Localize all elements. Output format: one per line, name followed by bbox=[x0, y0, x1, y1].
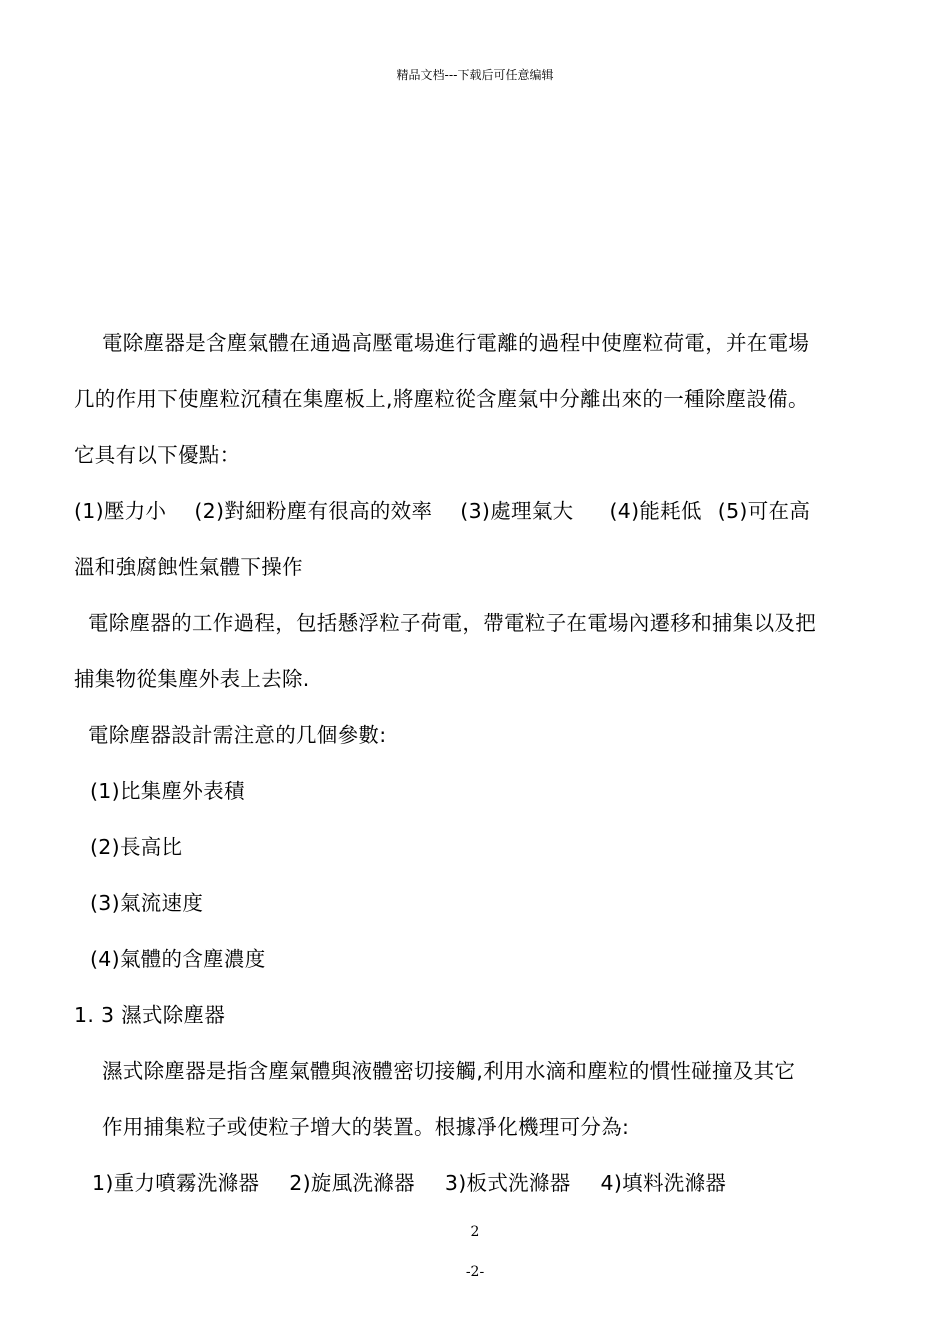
paragraph-1-line-2: 几的作用下使塵粒沉積在集塵板上,將塵粒從含塵氣中分離出來的一種除塵設備。 bbox=[74, 387, 809, 411]
scrubber-type-item: 1)重力噴霧洗滌器 bbox=[92, 1171, 260, 1195]
advantages-line-1 bbox=[74, 494, 810, 524]
paragraph-4-line-2: 作用捕集粒子或使粒子增大的裝置。根據凈化機理可分為: bbox=[102, 1115, 630, 1139]
page-number-outer: -2- bbox=[465, 1264, 485, 1280]
scrubber-types-line bbox=[92, 1166, 726, 1196]
paragraph-3: 電除塵器設計需注意的几個參數: bbox=[88, 723, 387, 747]
advantage-item: (5)可在高 bbox=[717, 499, 811, 523]
advantage-item: (3)處理氣大 bbox=[460, 499, 574, 523]
section-heading: 1. 3 濕式除塵器 bbox=[74, 1003, 226, 1027]
page-header: 精品文档---下载后可任意编辑 bbox=[396, 68, 554, 82]
paragraph-4-line-1: 濕式除塵器是指含塵氣體與液體密切接觸,利用水滴和塵粒的慣性碰撞及其它 bbox=[102, 1059, 796, 1083]
advantages-line-2: 溫和強腐蝕性氣體下操作 bbox=[74, 555, 303, 579]
advantage-item: (2)對細粉塵有很高的效率 bbox=[194, 499, 433, 523]
parameter-item-4: (4)氣體的含塵濃度 bbox=[90, 947, 266, 971]
advantage-item: (4)能耗低 bbox=[609, 499, 702, 523]
paragraph-1-line-3: 它具有以下優點： bbox=[74, 443, 241, 467]
scrubber-type-item: 3)板式洗滌器 bbox=[444, 1171, 571, 1195]
paragraph-1-line-1: 電除塵器是含塵氣體在通過高壓電場進行電離的過程中使塵粒荷電，并在電場 bbox=[102, 331, 810, 355]
scrubber-type-item: 2)旋風洗滌器 bbox=[289, 1171, 415, 1195]
parameter-item-2: (2)長高比 bbox=[90, 835, 183, 859]
advantage-item: (1)壓力小 bbox=[74, 499, 167, 523]
paragraph-2-line-2: 捕集物從集塵外表上去除. bbox=[74, 667, 310, 691]
scrubber-type-item: 4)填料洗滌器 bbox=[600, 1171, 727, 1195]
page-number-inner: 2 bbox=[470, 1224, 480, 1240]
parameter-item-3: (3)氣流速度 bbox=[90, 891, 204, 915]
paragraph-2-line-1: 電除塵器的工作過程，包括懸浮粒子荷電，帶電粒子在電場內遷移和捕集以及把 bbox=[88, 611, 816, 635]
parameter-item-1: (1)比集塵外表積 bbox=[90, 779, 245, 803]
